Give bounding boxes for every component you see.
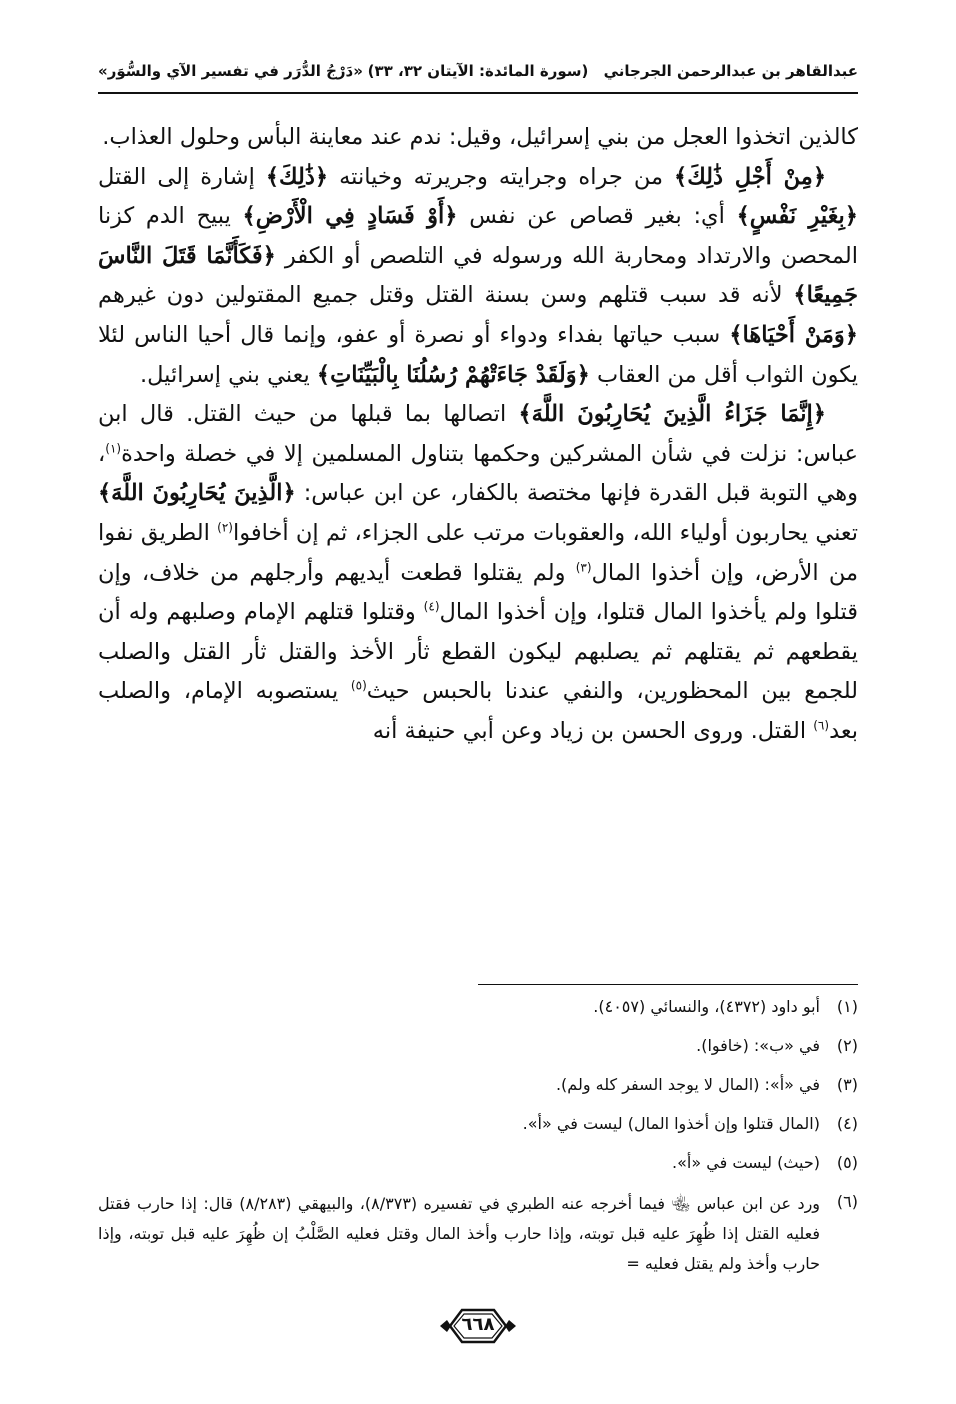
footnote-item	[98, 1033, 858, 1059]
paragraph-3	[98, 395, 858, 751]
footnote-ref[interactable]: (٢)	[217, 520, 233, 535]
page-number-ornament	[440, 1306, 516, 1346]
commentary-text: يبيح الدم كزنا المحصن والارتداد ومحاربة الله ورسوله في التلصص أو الكفر	[98, 203, 858, 269]
header-book-title: «دَرْجُ الدُّرَر في تفسير الآي والسُّوَر»	[98, 62, 363, 80]
commentary-text: ، وهي التوبة قبل القدرة فإنها مختصة بالكفار، عن ابن عباس:	[98, 440, 858, 507]
running-header	[98, 52, 858, 92]
footnote-ref[interactable]: (١)	[105, 441, 122, 456]
paragraph-1: كالذين اتخذوا العجل من بني إسرائيل، وقيل: ندم عند معاينة البأس وحلول العذاب.	[102, 124, 858, 150]
footnote-item	[98, 994, 858, 1020]
commentary-text: يعني بني إسرائيل.	[139, 361, 317, 388]
commentary-text: إشارة إلى القتل	[98, 163, 266, 190]
main-text	[98, 118, 858, 752]
quran-quote: ﴿ذَٰلِكَ﴾	[265, 163, 329, 190]
header-author: عبدالقاهر بن عبدالرحمن الجرجاني	[603, 62, 858, 80]
footnote-text: في «ب»: (خافوا).	[696, 1036, 820, 1055]
page-number: ٦٦٨	[461, 1314, 495, 1335]
paragraph-2	[98, 158, 858, 396]
commentary-text: الطريق نفوا من الأرض، وإن أخذوا المال	[98, 519, 859, 586]
footnote-text: (المال قتلوا وإن أخذوا المال) ليست في «أ».	[522, 1114, 820, 1133]
footnote-item	[98, 1111, 858, 1137]
commentary-text: وقتلوا قتلهم الإمام وصلبهم وله أن يقطعهم ثم يقتلهم ثم يصلبهم ليكون القطع ثأر الأخذ والقتل ثأر القتل والصلب للجمع بين المحظورين، والنفي عندنا بالحبس حيث	[98, 599, 859, 705]
quran-quote: ﴿وَلَقَدْ جَاءَتْهُمْ رُسُلُنَا بِالْبَيِّنَاتِ﴾	[316, 361, 590, 388]
footnote-ref[interactable]: (٣)	[575, 560, 592, 575]
footnotes	[98, 994, 858, 1292]
commentary-text: اتصالها بما قبلها من حيث القتل. قال ابن عباس: نزلت في شأن المشركين وحكمها بتناول المسلمين إلا في خصلة واحدة	[98, 401, 858, 467]
quran-quote: ﴿الَّذِينَ يُحَارِبُونَ اللَّهَ﴾	[98, 480, 296, 507]
footnote-number: (١)	[836, 997, 858, 1016]
header-chapter: (سورة المائدة: الآيتان ٣٢، ٣٣)	[367, 62, 589, 80]
footnote-text: (حيث) ليست في «أ».	[672, 1153, 820, 1172]
footnote-number: (٢)	[836, 1036, 858, 1055]
footnote-number: (٣)	[836, 1075, 858, 1094]
footnote-ref[interactable]: (٥)	[350, 678, 367, 693]
commentary-text: من جراه وجرايته وجريرته وخيانته	[328, 163, 675, 190]
footnote-text: في «أ»: (المال لا يوجد السفر كله ولم).	[555, 1075, 820, 1094]
commentary-text: يستصوبه الإمام، والصلب بعد	[98, 678, 858, 744]
quran-quote: ﴿إِنَّمَا جَزَاءُ الَّذِينَ يُحَارِبُونَ اللَّهَ﴾	[518, 401, 826, 428]
footnote-separator	[478, 984, 858, 985]
footnote-item	[98, 1150, 858, 1176]
commentary-text: تعني يحاربون أولياء الله، والعقوبات مرتب على الجزاء، ثم إن أخافوا	[232, 519, 858, 546]
header-rule	[98, 92, 858, 94]
footnote-number: (٥)	[836, 1153, 858, 1172]
commentary-text: سبب حياتها بفداء ودواء أو نصرة أو عفو، وإنما قال أحيا الناس لئلا يكون الثواب أقل من العقاب	[98, 321, 858, 388]
commentary-text: القتل. وروى الحسن بن زياد وعن أبي حنيفة أنه	[372, 717, 814, 744]
footnote-text: أبو داود (٤٣٧٢)، والنسائي (٤٠٥٧).	[593, 997, 820, 1016]
commentary-text: ولم يقتلوا قطعت أيديهم وأرجلهم من خلاف، وإن قتلوا ولم يأخذوا المال قتلوا، وإن أخذوا المال	[98, 559, 858, 626]
commentary-text: لأنه قد سبب قتلهم وسن بسنة القتل وقتل جميع المقتولين دون غيرهم	[98, 282, 794, 309]
quran-quote: ﴿فَكَأَنَّمَا قَتَلَ النَّاسَ جَمِيعًا﴾	[98, 242, 858, 309]
footnote-number: (٤)	[836, 1114, 858, 1133]
footnote-item	[98, 1072, 858, 1098]
footnote-number: (٦)	[836, 1192, 858, 1211]
quran-quote: ﴿مِنْ أَجْلِ ذَٰلِكَ﴾	[674, 163, 826, 190]
footnote-ref[interactable]: (٦)	[813, 718, 830, 733]
footnote-text: ورد عن ابن عباس ﵄ فيما أخرجه عنه الطبري في تفسيره (٨/٣٧٣)، والبيهقي (٨/٢٨٣) قال: إذا حارب فقتل فعليه القتل إذا ظُهِرَ عليه قبل توبته، وإذا حارب وأخذ المال وقتل فعليه الصَّلْبُ إن ظُهِرَ عليه قبل توبته، وإذا حارب وأخذ ولم يقتل فعليه =	[98, 1194, 821, 1273]
quran-quote: ﴿وَمَنْ أَحْيَاهَا﴾	[729, 321, 858, 348]
quran-quote: ﴿أَوْ فَسَادٍ فِي الْأَرْضِ﴾	[242, 203, 458, 230]
footnote-ref[interactable]: (٤)	[423, 599, 440, 614]
commentary-text: أي: بغير قصاص عن نفس	[457, 203, 737, 230]
footnote-item	[98, 1189, 858, 1279]
quran-quote: ﴿بِغَيْرِ نَفْسٍ﴾	[736, 203, 858, 230]
